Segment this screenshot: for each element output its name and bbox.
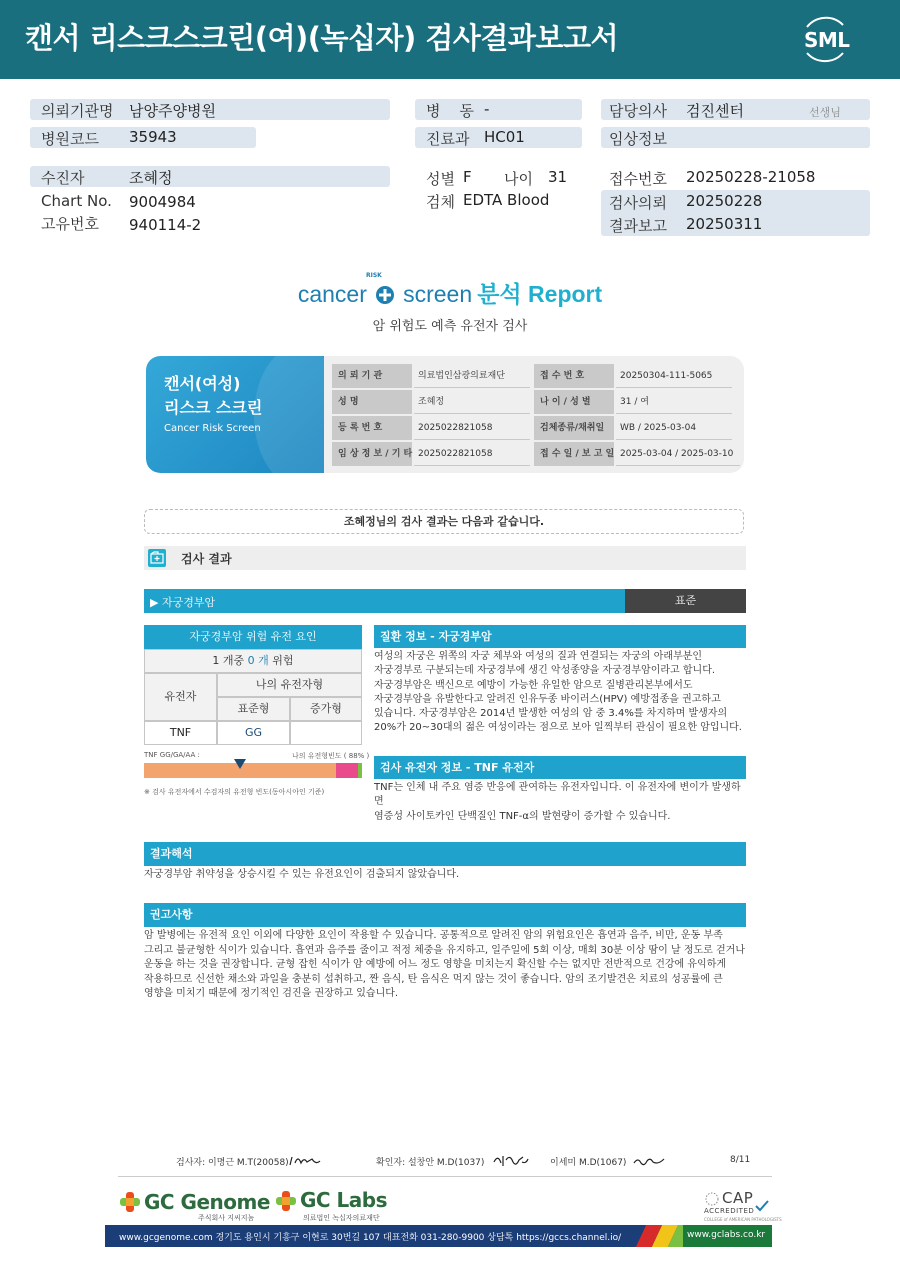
cervical-cancer-bar <box>144 589 746 613</box>
gene-increase-cell <box>290 721 362 745</box>
recommendation-text: 암 발병에는 유전적 요인 이외에 다양한 요인이 작용할 수 있습니다. 공통적으로 알려진 암의 위험요인은 흡연과 음주, 비만, 운동 부족 그리고 불균형한 식이가 있습니다. 흡연과 음주를 줄이고 적정 체중을 유지하고, 일주일에 5회 이상, 매회 30분 이상 땀이 날 정도로 걷거나 운동을 하는 것을 권장합니다. 균형 잡힌 식이가 암 예방에 어느 정도 영향을 미치는지 확신할 수는 없지만 전반적으로 건강에 유익하게 작용하므로 신선한 채소와 과일을 충분히 섭취하고, 짠 음식, 탄 음식은 먹지 않는 것이 좋습니다. 암의 조기발견은 치료의 성공률에 큰 영향을 미치기 때문에 정기적인 검진을 권장하고 있습니다. <box>144 930 745 1000</box>
gene-name-cell: TNF <box>144 721 217 745</box>
recommendation-header: 권고사항 <box>144 903 746 927</box>
card-label: 접 수 번 호 <box>534 364 614 388</box>
card-wave <box>254 356 324 473</box>
brand-risk-label: RISK <box>366 272 382 279</box>
scale-left-label: TNF GG/GA/AA : <box>144 751 200 759</box>
footer-contact-text: www.gcgenome.com 경기도 용인시 기흥구 이현로 30번길 107 대표전화 031-280-9900 상담톡 https://gccs.channel.io/ <box>119 1233 622 1243</box>
my-genotype-header: 나의 유전자형 <box>217 673 362 697</box>
info-card <box>146 356 744 473</box>
gene-info-text: TNF는 인체 내 주요 염증 반응에 관여하는 유전자입니다. 이 유전자에 변이가 발생하면 염증성 사이토카인 단백질인 TNF-α의 발현량이 증가할 수 있습니다. <box>374 782 741 822</box>
card-value: 31 / 여 <box>616 390 732 414</box>
interpretation-header: 결과해석 <box>144 842 746 866</box>
standard-type-header: 표준형 <box>217 697 290 721</box>
card-value: 조혜정 <box>414 390 530 414</box>
risk-table-title: 자궁경부암 위험 유전 요인 <box>144 625 362 649</box>
increase-type-header: 증가형 <box>290 697 362 721</box>
hospital-code-label: 병원코드 <box>41 130 99 148</box>
card-title-1: 캔서(여성) <box>164 374 241 393</box>
gc-genome-cross-icon <box>118 1190 142 1214</box>
specimen-label: 검체 <box>426 193 455 211</box>
scale-pink-segment <box>336 763 358 778</box>
result-folder-icon <box>148 549 166 567</box>
section-title: 검사 결과 <box>181 552 232 566</box>
department-label: 진료과 <box>426 130 470 148</box>
examinee-value: 조혜정 <box>129 169 173 187</box>
request-value: 20250228 <box>686 192 763 210</box>
scale-green-segment <box>358 763 362 778</box>
gc-labs-cross-icon <box>274 1189 298 1213</box>
scale-right-label: 나의 유전형빈도 ( 88% ) <box>292 752 370 760</box>
risk-count-num: 0 개 <box>247 654 269 667</box>
gc-genome-name: GC Genome <box>144 1190 270 1214</box>
receipt-label: 접수번호 <box>609 170 667 188</box>
report-header <box>0 0 900 79</box>
gene-info-header: 검사 유전자 정보 - TNF 유전자 <box>374 756 746 779</box>
examiner-signature-icon <box>288 1153 322 1169</box>
result-summary: 조혜정님의 검사 결과는 다음과 같습니다. <box>144 509 744 534</box>
receipt-value: 20250228-21058 <box>686 168 816 186</box>
card-title-2: 리스크 스크린 <box>164 398 263 417</box>
cervical-status-badge: 표준 <box>625 589 746 613</box>
sex-value: F <box>463 168 472 186</box>
cap-accredited-logo <box>700 1189 782 1223</box>
risk-count-post: 위험 <box>272 654 294 667</box>
scale-note: ※ 검사 유전자에서 수검자의 유전형 빈도(동아시아인 기준) <box>144 788 325 796</box>
report-value: 20250311 <box>686 215 763 233</box>
doctor-value: 검진센터 <box>686 102 744 120</box>
card-value: 2025022821058 <box>414 442 530 466</box>
cervical-bar-label: ▶ 자궁경부암 <box>150 596 216 609</box>
report-brand-title <box>0 276 900 309</box>
sml-logo-text: SML <box>804 28 850 52</box>
interpretation-text: 자궁경부암 취약성을 상승시킬 수 있는 유전요인이 검출되지 않았습니다. <box>144 869 460 880</box>
cap-sub: ACCREDITED <box>704 1207 755 1215</box>
card-label: 검체종류/채취일 <box>534 416 614 440</box>
cap-text: CAP <box>722 1189 754 1207</box>
sex-label: 성별 <box>426 170 455 188</box>
footer-url[interactable]: www.gclabs.co.kr <box>687 1230 766 1240</box>
brand-cancer: cancer <box>297 281 367 307</box>
checkmark-icon <box>754 1199 770 1213</box>
card-label: 등 록 번 호 <box>332 416 412 440</box>
confirmer2-signature-icon <box>632 1155 666 1167</box>
gc-labs-sub: 의료법인 녹십자의료재단 <box>303 1214 380 1222</box>
genotype-marker-icon <box>234 759 246 769</box>
gc-genome-sub: 주식회사 지씨지놈 <box>198 1214 255 1222</box>
section-header <box>144 546 746 570</box>
risk-count-pre: 1 개중 <box>212 654 245 667</box>
ward-label: 병 동 <box>426 102 475 120</box>
cap-fine-print: COLLEGE of AMERICAN PATHOLOGISTS <box>704 1217 782 1222</box>
risk-cross-icon <box>374 283 396 305</box>
confirmer-signature-icon <box>492 1152 530 1169</box>
doctor-label: 담당의사 <box>609 102 667 120</box>
card-label: 접 수 일 / 보 고 일 <box>534 442 614 466</box>
institution-value: 남양주양병원 <box>129 102 216 120</box>
clinical-label: 임상정보 <box>609 130 667 148</box>
confirmer2-sign: 이세미 M.D(1067) <box>550 1158 627 1168</box>
card-value: 의료법인삼광의료재단 <box>414 364 530 388</box>
examinee-label: 수진자 <box>41 169 85 187</box>
card-value: 20250304-111-5065 <box>616 364 732 388</box>
cap-dots-icon <box>704 1191 720 1207</box>
disease-info-text: 여성의 자궁은 위쪽의 자궁 체부와 여성의 질과 연결되는 자궁의 아래부분인 자궁경부로 구분되는데 자궁경부에 생긴 악성종양을 자궁경부암이라고 합니다. 자궁경부암은 백신으로 예방이 가능한 유일한 암으로 질병관리본부에서도 자궁경부암을 유발한다고 알려진 인유두종 바이러스(HPV) 예방접종을 권고하고 있습니다. 자궁경부암은 2014년 발생한 여성의 암 중 3.4%를 차지하며 발생자의 20%가 20~30대의 젊은 여성이라는 점으로 보아 일찍부터 관심이 필요한 암입니다. <box>374 651 742 734</box>
request-label: 검사의뢰 <box>609 194 667 212</box>
card-value: 2025022821058 <box>414 416 530 440</box>
risk-count-row <box>144 649 362 673</box>
report-subtitle: 암 위험도 예측 유전자 검사 <box>372 319 528 334</box>
age-value: 31 <box>548 168 568 186</box>
unique-label: 고유번호 <box>41 215 99 233</box>
unique-value: 940114-2 <box>129 216 202 234</box>
card-label: 나 이 / 성 별 <box>534 390 614 414</box>
doctor-suffix: 선생님 <box>809 106 841 119</box>
department-value: HC01 <box>484 128 525 146</box>
brand-screen: screen <box>403 281 473 307</box>
report-title: 캔서 리스크스크린(여)(녹십자) 검사결과보고서 <box>25 21 618 55</box>
card-value: 2025-03-04 / 2025-03-10 <box>616 442 740 466</box>
card-title-3: Cancer Risk Screen <box>164 423 261 434</box>
page-number: 8/11 <box>730 1155 751 1165</box>
hospital-code-value: 35943 <box>129 128 177 146</box>
genotype-frequency-bar <box>144 763 362 778</box>
card-banner <box>146 356 324 473</box>
gene-standard-cell: GG <box>217 721 290 745</box>
gene-column-header: 유전자 <box>144 673 217 721</box>
card-label: 의 뢰 기 관 <box>332 364 412 388</box>
card-label: 임 상 정 보 / 기 타 <box>332 442 412 466</box>
chart-label: Chart No. <box>41 192 112 210</box>
disease-info-header: 질환 정보 - 자궁경부암 <box>374 625 746 648</box>
brand-report: 분석 Report <box>477 281 603 307</box>
report-label: 결과보고 <box>609 217 667 235</box>
institution-label: 의뢰기관명 <box>41 102 114 120</box>
card-value: WB / 2025-03-04 <box>616 416 732 440</box>
gc-labs-name: GC Labs <box>300 1188 388 1212</box>
specimen-value: EDTA Blood <box>463 191 550 209</box>
ward-value: - <box>484 100 490 118</box>
examiner-sign: 검사자: 이명근 M.T(20058) <box>176 1158 289 1168</box>
footer-contact-bar <box>105 1225 772 1247</box>
confirmer-sign: 확인자: 설창안 M.D(1037) <box>376 1158 485 1168</box>
footer-divider <box>118 1176 772 1177</box>
chart-value: 9004984 <box>129 193 196 211</box>
card-label: 성 명 <box>332 390 412 414</box>
age-label: 나이 <box>504 170 533 188</box>
